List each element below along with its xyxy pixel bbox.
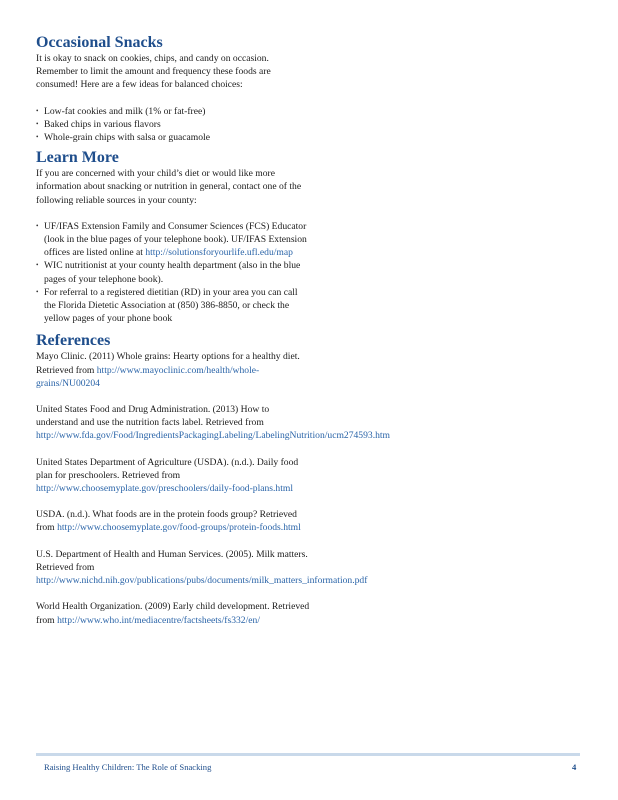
reference-link[interactable]: http://www.who.int/mediacentre/factsheets/fs332/en/ <box>57 614 260 626</box>
list-item: • Low-fat cookies and milk (1% or fat-free) <box>36 105 311 118</box>
reference-text: United States Department of Agriculture (USDA). (n.d.). Daily food plan for preschoolers. Retrieved from <box>36 456 299 481</box>
references-list <box>36 350 391 626</box>
reference-entry <box>36 456 311 496</box>
reference-link[interactable]: http://www.choosemyplate.gov/food-groups/protein-foods.html <box>57 522 301 534</box>
reference-entry <box>36 508 311 534</box>
references-heading: References <box>36 332 111 350</box>
reference-entry <box>36 350 311 390</box>
sources-list <box>36 220 311 326</box>
reference-link[interactable]: http://www.nichd.nih.gov/publications/pubs/documents/milk_matters_information.pdf <box>36 575 368 587</box>
reference-entry <box>36 600 311 626</box>
list-item: • Baked chips in various flavors <box>36 118 311 131</box>
reference-link[interactable]: http://www.fda.gov/Food/IngredientsPackagingLabeling/LabelingNutrition/ucm274593.htm <box>36 430 391 442</box>
occasional-snacks-heading: Occasional Snacks <box>36 34 163 51</box>
solutions-link[interactable]: http://solutionsforyourlife.ufl.edu/map <box>145 247 293 259</box>
reference-entry <box>36 548 368 588</box>
fcs-educator-text: UF/IFAS Extension Family and Consumer Sciences (FCS) Educator (look in the blue pages of your telephone book). UF/IFAS Extension offices are listed online at <box>44 220 307 259</box>
reference-text: Mayo Clinic. (2011) Whole grains: Hearty options for a healthy diet. Retrieved from <box>36 351 300 376</box>
footer-divider <box>36 753 580 756</box>
snack-ideas-list <box>36 105 311 145</box>
reference-entry <box>36 403 391 443</box>
list-item: • WIC nutritionist at your county health department (also in the blue pages of your telephone book). <box>36 259 311 285</box>
list-item: • Whole-grain chips with salsa or guacamole <box>36 131 311 144</box>
page-number: 4 <box>572 762 577 772</box>
reference-text: U.S. Department of Health and Human Services. (2005). Milk matters. Retrieved from <box>36 548 308 573</box>
list-item <box>36 220 311 260</box>
list-item: • For referral to a registered dietitian (RD) in your area you can call the Florida Dietetic Association at (850) 386-8850, or check the yellow pages of your phone book <box>36 286 311 326</box>
learn-more-intro: If you are concerned with your child’s diet or would like more information about snacking or nutrition in general, contact one of the following reliable sources in your county: <box>36 168 302 206</box>
reference-link[interactable]: http://www.mayoclinic.com/health/whole-grains/NU00204 <box>36 364 260 389</box>
reference-link[interactable]: http://www.choosemyplate.gov/preschoolers/daily-food-plans.html <box>36 483 294 495</box>
learn-more-heading: Learn More <box>36 149 119 167</box>
reference-text: United States Food and Drug Administration. (2013) How to understand and use the nutrition facts label. Retrieved from <box>36 404 270 429</box>
occasional-snacks-intro: It is okay to snack on cookies, chips, and candy on occasion. Remember to limit the amount and frequency these foods are consumed! Here are a few ideas for balanced choices: <box>36 53 271 91</box>
footer-title: Raising Healthy Children: The Role of Snacking <box>44 762 212 772</box>
reference-text: USDA. (n.d.). What foods are in the protein foods group? Retrieved from <box>36 509 297 534</box>
content-column <box>36 33 391 627</box>
reference-text: World Health Organization. (2009) Early child development. Retrieved from <box>36 601 310 626</box>
